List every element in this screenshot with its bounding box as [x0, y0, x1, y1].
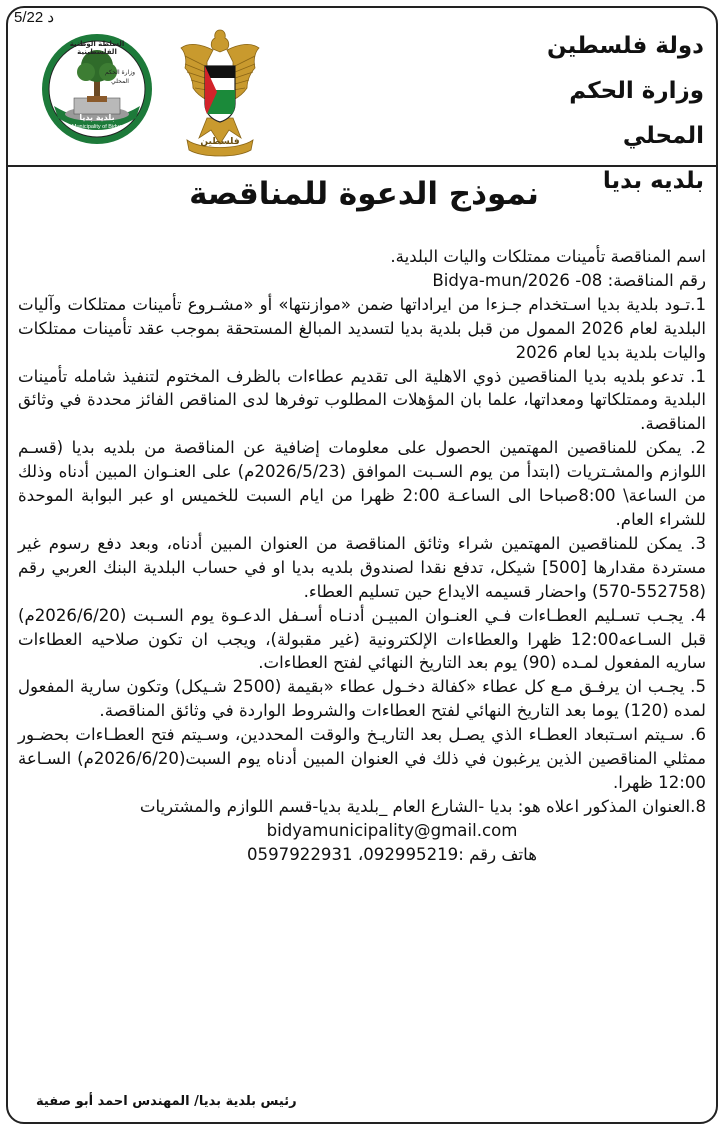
- document-title: نموذج الدعوة للمناقصة: [189, 176, 539, 212]
- paragraph-1: 1.تـود بلدية بديا اسـتخدام جـزءا من ايراداتها ضمن «موازنتها» أو «مشـروع تأمينات ممتلكات وآليات البلدية لعام 2026 الممول من قبل بلدية بديا لتسديد المبالغ المستحقة بموجب عقد تأمينات ممتلكات واليات بلدية بديا لعام 2026: [18, 294, 706, 362]
- paragraph-address: 8.العنوان المذكور اعلاه هو: بديا -الشارع العام _بلدية بديا-قسم اللوازم والمشتريات: [139, 796, 706, 816]
- signature-line: رئيس بلدية بديا/ المهندس احمد أبو صفية: [36, 1094, 297, 1109]
- header-municipality: بلديه بديا: [602, 168, 704, 194]
- seal-bottom-text: بلدية بديا: [79, 113, 115, 122]
- header-state: دولة فلسطين: [546, 33, 704, 59]
- seal-english-text: Municipality of Bidya: [71, 124, 123, 130]
- seal-top-text: السلطة الوطنية الفلسطينية: [69, 40, 125, 56]
- contact-phone: هاتف رقم :092995219، 0597922931: [247, 844, 537, 864]
- tender-number: رقم المناقصة: 08- Bidya-mun/2026: [432, 270, 706, 290]
- paragraph-2: 1. تدعو بلديه بديا المناقصين ذوي الاهلية الى تقديم عطاءات بالظرف المختوم لتنفيذ شامله تأمينات البلدية وممتلكاتها ومعداتها، علما بان المؤهلات المطلوب توفرها لدى المناقص الفائز محددة في وثائق المناقصة.: [18, 366, 706, 434]
- paragraph-3: 2. يمكن للمناقصين المهتمين الحصول على معلومات إضافية عن المناقصة من بلديه بديا (قسـم اللوازم والمشـتريات (ابتدأ من يوم السـبت الموافق (2026/5/23م) على العنـوان المبين أدناه وذلك من الساعة\ 8:00صباحا الى الساعـة 2:00 ظهرا من ايام السبت للخميس او عبر البوابة الموحدة للشراء العام.: [18, 438, 707, 529]
- page-reference: 5/22 د: [14, 9, 55, 26]
- header-ministry: وزارة الحكم المحلي: [569, 78, 704, 149]
- paragraph-5: 4. يجـب تسـليم العطـاءات فـي العنـوان المبيـن أدنـاه أسـفل الدعـوة يوم السـبت (2026/6/20م) قبل السـاعه12:00 ظهرا والعطاءات الإلكترونية (غير مقبولة)، ويجب ان تكون صلاحيه العطاءات ساريه المفعول لمـده (90) يوم بعد التاريخ النهائي لفتح العطاءات.: [18, 605, 706, 673]
- tender-body: [18, 245, 706, 867]
- emblem-ribbon-label: فلسطين: [200, 137, 240, 147]
- paragraph-4: 3. يمكن للمناقصين المهتمين شراء وثائق المناقصة من العنوان المبين أدناه، وبعد دفع رسوم غير مستردة مقدارها [500] شيكل، تدفع نقدا لصندوق بلديه بديا او في حساب البلدية البنك العربي رقم (552758-570) واحضار قسيمه الايداع حين تسليم العطاء.: [18, 533, 706, 601]
- header-divider: [6, 165, 718, 167]
- seal-inner-text: وزارة الحكم المحلي: [104, 69, 136, 85]
- tender-name: اسم المناقصة تأمينات ممتلكات واليات البلدية.: [390, 247, 706, 266]
- paragraph-7: 6. سـيتم اسـتبعاد العطـاء الذي يصـل بعد التاريـخ والوقت المحددين، وسـيتم فتح العطـاءات بحضـور ممثلي المناقصين الذين يرغبون في ذلك في العنوان المبين أدناه يوم السبت(2026/6/20م) السـاعة 12:00 ظهرا.: [18, 725, 706, 792]
- contact-email: bidyamunicipality@gmail.com: [266, 820, 518, 840]
- paragraph-6: 5. يجـب ان يرفـق مـع كل عطاء «كفالة دخـول عطاء «بقيمة (2500 شـيكل) وتكون سارية المفعول لمده (120) يوما بعد التاريخ النهائي لفتح العطاءات والشروط الواردة في وثائق المناقصة.: [18, 677, 706, 721]
